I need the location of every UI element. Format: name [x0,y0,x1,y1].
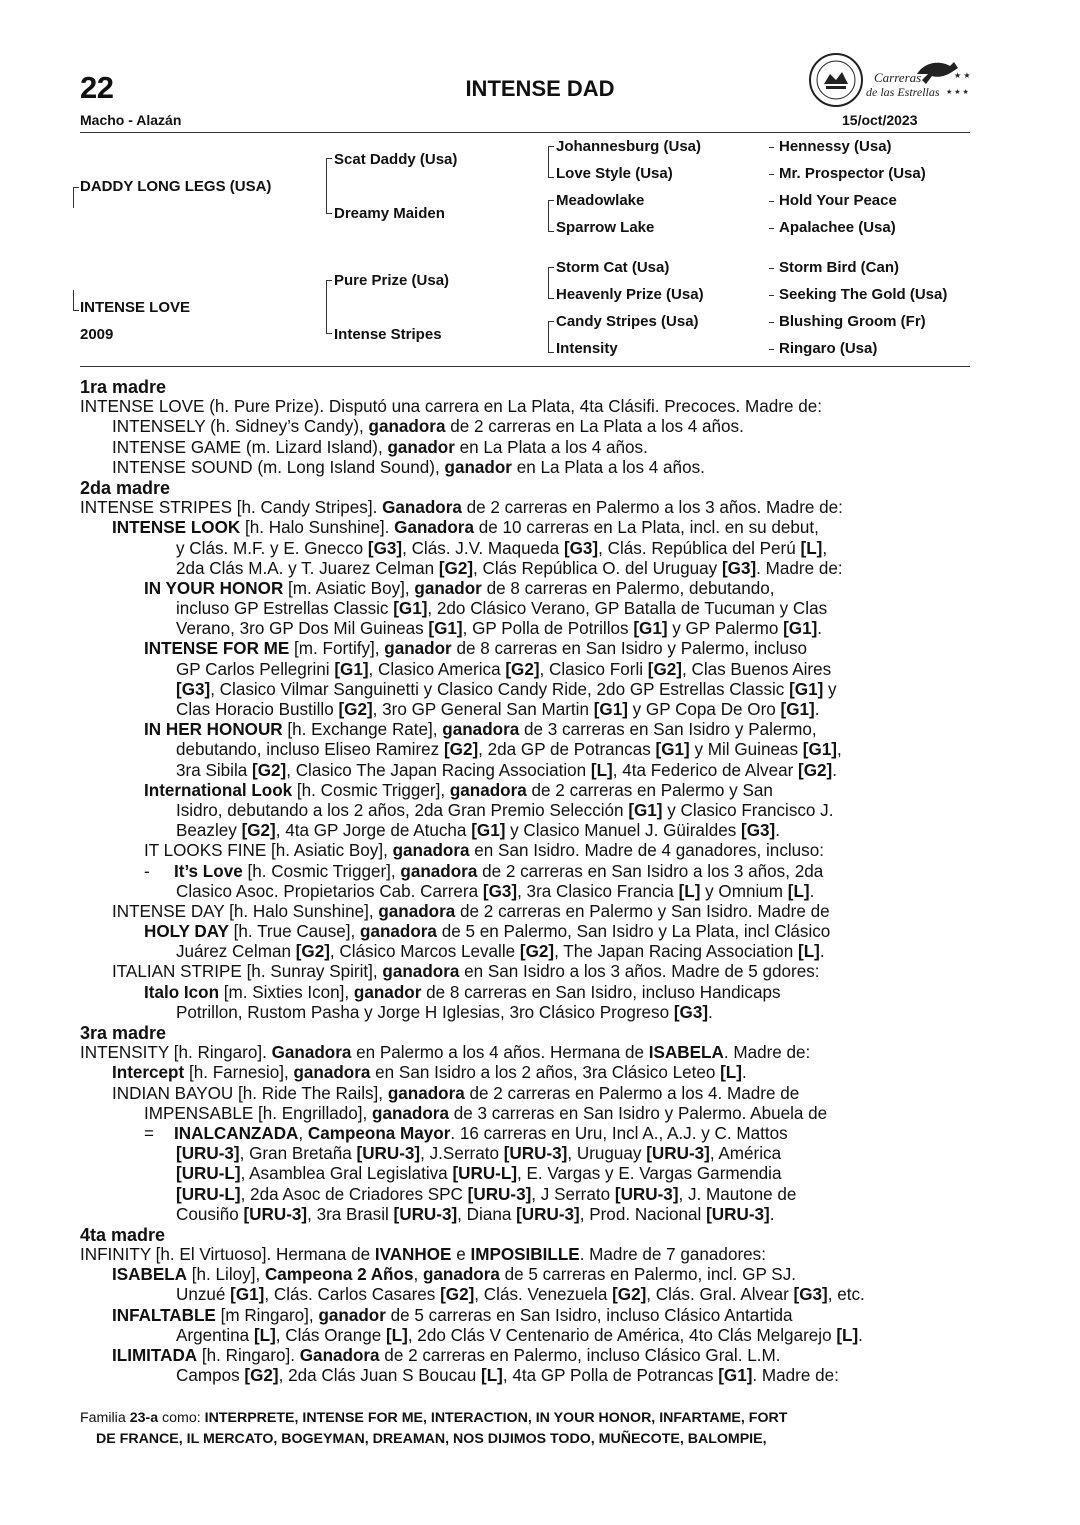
sale-date: 15/oct/2023 [842,112,918,128]
emphasis: [G2] [244,1366,279,1386]
emphasis: International Look [144,780,293,800]
record-line: Potrillon, Rustom Pasha y Jorge H Iglesias, 3ro Clásico Progreso [G3]. [176,1002,713,1022]
emphasis: ganadora [392,841,470,861]
record-line: INTENSE GAME (m. Lizard Island), ganador en La Plata a los 4 años. [112,437,648,457]
emphasis: [G3] [176,679,211,699]
emphasis: ganadora [387,1083,465,1103]
emphasis: [URU-3] [646,1144,710,1164]
emphasis: [G2] [443,740,479,760]
emphasis: [G1] [428,619,463,639]
ped-g4-3: Hold Your Peace [779,192,897,209]
emphasis: [URU-3] [706,1204,770,1224]
emphasis: [G2] [612,1285,647,1305]
ped-g4-4: Apalachee (Usa) [779,219,896,236]
record-line: Cousiño [URU-3], 3ra Brasil [URU-3], Diana [URU-3], Prod. Nacional [URU-3]. [176,1204,775,1224]
emphasis: [G2] [798,760,833,780]
dash-g4-1 [769,147,774,148]
emphasis: [URU-3] [503,1144,568,1164]
emphasis: ganadora [293,1063,371,1083]
emphasis: [URU-3] [243,1204,308,1224]
record-line: Argentina [L], Clás Orange [L], 2do Clás V Centenario de América, 4to Clás Melgarejo [L]. [176,1325,863,1345]
dash-g4-7 [769,322,774,323]
emphasis: [URU-3] [467,1184,532,1204]
emphasis: [G2] [505,659,540,679]
bracket-g2-4 [326,288,332,334]
dash-g4-6 [769,295,774,296]
header-rule-bottom [80,366,970,367]
emphasis: [G1] [789,679,824,699]
emphasis: [G2] [241,821,276,841]
emphasis: [URU-L] [452,1164,518,1184]
emphasis: [URU-L] [176,1184,241,1204]
record-line: [URU-L], 2da Asoc de Criadores SPC [URU-3], J Serrato [URU-3], J. Mautone de [176,1184,797,1204]
emphasis: [URU-3] [516,1204,580,1224]
record-line: Campos [G2], 2da Clás Juan S Boucau [L], 4ta GP Polla de Potrancas [G1]. Madre de: [176,1366,839,1386]
dam: INTENSE LOVE [80,299,191,316]
emphasis: HOLY DAY [144,922,229,942]
emphasis: [URU-3] [393,1204,458,1224]
emphasis: ganador [384,639,452,659]
emphasis: [URU-3] [356,1144,421,1164]
bracket-dam [73,290,79,311]
emphasis: [G2] [440,1285,475,1305]
record-line: Unzué [G1], Clás. Carlos Casares [G2], Clás. Venezuela [G2], Clás. Gral. Alvear [G3], etc. [176,1285,865,1305]
record-line: [URU-3], Gran Bretaña [URU-3], J.Serrato [URU-3], Uruguay [URU-3], América [176,1144,782,1164]
record-line: Isidro, debutando a los 2 años, 2da Gran Premio Selección [G1] y Clasico Francisco J. [176,800,834,820]
dash-g4-4 [769,228,774,229]
emphasis: [G2] [338,700,373,719]
ped-g3-2: Love Style (Usa) [556,165,673,182]
record-line: IN HER HONOUR [h. Exchange Rate], ganadora de 3 carreras en San Isidro y Palermo, [144,720,817,740]
ped-g2-2: Dreamy Maiden [334,205,445,222]
bracket-g3-6 [548,281,554,299]
emphasis: ganadora [368,417,446,437]
dam-year: 2009 [80,326,114,343]
header-rule-top [80,132,970,133]
emphasis: Intercept [112,1063,185,1083]
record-line: IMPENSABLE [h. Engrillado], ganadora de 3 carreras en San Isidro y Palermo. Abuela de [144,1103,828,1123]
ped-g3-8: Intensity [556,340,618,357]
emphasis: ganador [414,578,482,598]
ped-g4-5: Storm Bird (Can) [779,259,899,276]
record-line: Verano, 3ro GP Dos Mil Guineas [G1], GP Polla de Potrillos [G1] y GP Palermo [G1]. [176,619,823,639]
record-line: incluso GP Estrellas Classic [G1], 2do Clásico Verano, GP Batalla de Tucuman y Clas [176,599,828,619]
emphasis: INFALTABLE [112,1305,216,1325]
record-line: ISABELA [h. Liloy], Campeona 2 Años, ganadora de 5 carreras en Palermo, incl. GP SJ. [112,1265,797,1285]
emphasis: [G1] [655,740,690,760]
emphasis: ganadora [360,922,437,942]
emphasis: ganadora [400,861,478,881]
record-line: HOLY DAY [h. True Cause], ganadora de 5 en Palermo, San Isidro y La Plata, incl Clásico [144,922,831,942]
sire: DADDY LONG LEGS (USA) [80,178,272,195]
emphasis: Ganadora [382,498,462,518]
emphasis: [L] [798,942,820,962]
emphasis: [URU-3] [614,1184,679,1204]
record-line: Italo Icon [m. Sixties Icon], ganador de 8 carreras en San Isidro, incluso Handicaps [144,982,781,1002]
emphasis: INTENSE FOR ME [144,639,290,659]
emphasis: [G3] [673,1002,709,1022]
emphasis: ILIMITADA [112,1346,198,1365]
emphasis: Campeona 2 Años [264,1265,414,1285]
bracket-g3-8 [548,335,554,353]
record-line: ILIMITADA [h. Ringaro]. Ganadora de 2 carreras en Palermo, incluso Clásico Gral. L.M. [112,1346,781,1365]
record-line: INTENSE SOUND (m. Long Island Sound), ganador en La Plata a los 4 años. [112,457,705,477]
emphasis: [G3] [741,821,776,841]
ped-g4-8: Ringaro (Usa) [779,340,878,357]
emphasis: It’s Love [174,861,243,881]
bracket-g3-4 [548,214,554,232]
record-line: y Clás. M.F. y E. Gnecco [G3], Clás. J.V. Maqueda [G3], Clás. República del Perú [L], [176,538,828,558]
emphasis: INTENSE LOOK [112,518,241,538]
emphasis: [L] [787,881,810,901]
bracket-g2-2 [326,168,332,214]
line-marker: - [144,861,150,881]
emphasis: [G1] [633,619,668,639]
emphasis: ganador [387,437,455,457]
dash-g4-5 [769,268,774,269]
emphasis: [G1] [230,1285,265,1305]
record-line: INTENSE LOOK [h. Halo Sunshine]. Ganadora de 10 carreras en La Plata, incl. en su debut, [112,518,819,538]
ped-g4-7: Blushing Groom (Fr) [779,313,926,330]
emphasis: [G2] [647,659,682,679]
record-line: 2da Clás M.A. y T. Juarez Celman [G2], Clás República O. del Uruguay [G3]. Madre de: [176,558,843,578]
emphasis: ganador [318,1305,386,1325]
record-line: IN YOUR HONOR [m. Asiatic Boy], ganador de 8 carreras en Palermo, debutando, [144,578,775,598]
record-line: = INALCANZADA, Campeona Mayor. 16 carreras en Uru, Incl A., A.J. y C. Mattos [144,1123,788,1143]
ped-g4-1: Hennessy (Usa) [779,138,892,155]
section-heading: 3ra madre [80,1023,167,1043]
line-marker: = [144,1123,154,1143]
record-line: Beazley [G2], 4ta GP Jorge de Atucha [G1] y Clasico Manuel J. Güiraldes [G3]. [176,821,780,841]
bracket-sire [73,187,79,208]
emphasis: [G1] [593,700,628,719]
record-line: International Look [h. Cosmic Trigger], ganadora de 2 carreras en Palermo y San [144,780,773,800]
emphasis: Ganadora [394,518,474,538]
record-line: - It’s Love [h. Cosmic Trigger], ganadora de 2 carreras en San Isidro a los 3 años, 2da [144,861,824,881]
carreras-estrellas-logo [862,54,972,104]
emphasis: IMPOSIBILLE [470,1245,580,1265]
emphasis: [L] [800,538,823,558]
record-line: INFINITY [h. El Virtuoso]. Hermana de IVANHOE e IMPOSIBILLE. Madre de 7 ganadores: [80,1245,766,1265]
emphasis: [URU-L] [176,1164,241,1184]
emphasis: ganadora [378,901,456,921]
ped-g4-6: Seeking The Gold (Usa) [779,286,948,303]
emphasis: ISABELA [112,1265,188,1285]
ped-g3-3: Meadowlake [556,192,645,209]
svg-text:Carreras: Carreras [874,70,922,85]
emphasis: [L] [720,1063,742,1083]
svg-text:de las Estrellas: de las Estrellas [866,85,940,99]
record-line: ITALIAN STRIPE [h. Sunray Spirit], ganadora en San Isidro a los 3 años. Madre de 5 gdores: [112,962,820,982]
emphasis: ISABELA [648,1043,724,1063]
emphasis: Ganadora [299,1346,380,1365]
emphasis: [G3] [367,538,403,558]
emphasis: [G2] [295,942,330,962]
emphasis: [G2] [252,760,287,780]
record-line: INTENSITY [h. Ringaro]. Ganadora en Palermo a los 4 años. Hermana de ISABELA. Madre de: [80,1043,811,1063]
section-heading: 1ra madre [80,377,167,397]
section-heading: 2da madre [80,477,171,498]
record-line: debutando, incluso Eliseo Ramirez [G2], 2da GP de Potrancas [G1] y Mil Guineas [G1], [176,740,842,760]
record-line: INDIAN BAYOU [h. Ride The Rails], ganadora de 2 carreras en Palermo a los 4. Madre de [112,1083,800,1103]
emphasis: [G3] [482,881,518,901]
ped-g3-7: Candy Stripes (Usa) [556,313,699,330]
record-line: INTENSE LOVE (h. Pure Prize). Disputó una carrera en La Plata, 4ta Clásifi. Precoces. Madre de: [80,397,823,417]
emphasis: Italo Icon [144,982,220,1002]
family-line-1: INTERPRETE, INTENSE FOR ME, INTERACTION, IN YOUR HONOR, INFARTAME, FORT [204,1410,788,1426]
bracket-g3-2 [548,160,554,178]
ped-g2-4: Intense Stripes [334,326,442,343]
emphasis: ganadora [372,1103,449,1123]
record-line: Clasico Asoc. Propietarios Cab. Carrera [G3], 3ra Clasico Francia [L] y Omnium [L]. [176,881,815,901]
ped-g3-4: Sparrow Lake [556,219,655,236]
family-number: 23-a [129,1410,159,1426]
dash-g4-3 [769,201,774,202]
family-footer [80,1408,980,1450]
emphasis: [L] [678,881,701,901]
record-line: INTENSE STRIPES [h. Candy Stripes]. Ganadora de 2 carreras en Palermo a los 3 años. Madre de: [80,498,843,518]
emphasis: [L] [481,1366,503,1386]
lot-number: 22 [80,70,114,105]
emphasis: Campeona Mayor [307,1123,451,1143]
breeders-cup-seal [808,52,864,108]
emphasis: [L] [253,1325,276,1345]
emphasis: [G3] [563,538,599,558]
ped-g3-6: Heavenly Prize (Usa) [556,286,704,303]
emphasis: [G1] [783,619,818,639]
family-lead: Familia [80,1410,126,1426]
emphasis: [L] [836,1325,859,1345]
emphasis: ganadora [442,720,520,740]
record-line: INTENSELY (h. Sidney’s Candy), ganadora de 2 carreras en La Plata a los 4 años. [112,417,744,437]
record-line: 3ra Sibila [G2], Clasico The Japan Racing Association [L], 4ta Federico de Alvear [G2]. [176,760,837,780]
emphasis: ganadora [449,780,527,800]
emphasis: [G1] [718,1366,753,1386]
emphasis: INALCANZADA [174,1123,299,1143]
emphasis: IVANHOE [374,1245,452,1265]
emphasis: [L] [590,760,613,780]
family-como: como: [162,1410,201,1426]
svg-text:★ ★: ★ ★ [954,71,971,80]
emphasis: [G1] [393,599,428,619]
emphasis: ganadora [422,1265,500,1285]
ped-g3-5: Storm Cat (Usa) [556,259,670,276]
emphasis: ganadora [382,962,460,982]
record-line: INTENSE DAY [h. Halo Sunshine], ganadora de 2 carreras en Palermo y San Isidro. Madre de [112,901,830,921]
record-line: IT LOOKS FINE [h. Asiatic Boy], ganadora en San Isidro. Madre de 4 ganadores, incluso: [144,841,824,861]
emphasis: [G1] [802,740,837,760]
emphasis: ganador [353,982,422,1002]
ped-g4-2: Mr. Prospector (Usa) [779,165,926,182]
emphasis: [G1] [471,821,506,841]
svg-text:★ ★ ★: ★ ★ ★ [946,89,969,96]
emphasis: IN HER HONOUR [144,720,283,740]
emphasis: ganador [444,457,512,477]
produce-record [80,377,970,1386]
record-line: GP Carlos Pellegrini [G1], Clasico America [G2], Clasico Forli [G2], Clas Buenos Aires [176,659,832,679]
ped-g2-3: Pure Prize (Usa) [334,272,450,289]
section-heading: 4ta madre [80,1224,166,1245]
record-line: Juárez Celman [G2], Clásico Marcos Levalle [G2], The Japan Racing Association [L]. [176,942,825,962]
ped-g2-1: Scat Daddy (Usa) [334,151,458,168]
emphasis: [G1] [780,700,815,719]
emphasis: [G2] [519,942,555,962]
record-line: [G3], Clasico Vilmar Sanguinetti y Clasico Candy Ride, 2do GP Estrellas Classic [G1] y [176,679,837,699]
record-line: INFALTABLE [m Ringaro], ganador de 5 carreras en San Isidro, incluso Clásico Antartida [112,1305,793,1325]
record-line: Clas Horacio Bustillo [G2], 3ro GP General San Martin [G1] y GP Copa De Oro [G1]. [176,700,820,719]
record-line: INTENSE FOR ME [m. Fortify], ganador de 8 carreras en San Isidro y Palermo, incluso [144,639,808,659]
emphasis: [G1] [628,800,663,820]
horse-name: INTENSE DAD [465,76,615,101]
emphasis: [G3] [721,558,757,578]
dash-g4-2 [769,174,774,175]
emphasis: Ganadora [271,1043,352,1063]
emphasis: [G1] [334,659,369,679]
ped-g3-1: Johannesburg (Usa) [556,138,702,155]
dash-g4-8 [769,349,774,350]
sex-color: Macho - Alazán [80,112,182,128]
emphasis: [G3] [793,1285,828,1305]
emphasis: [L] [385,1325,408,1345]
family-line-2: DE FRANCE, IL MERCATO, BOGEYMAN, DREAMAN, NOS DIJIMOS TODO, MUÑECOTE, BALOMPIE, [96,1431,767,1447]
emphasis: IN YOUR HONOR [144,578,284,598]
record-line: [URU-L], Asamblea Gral Legislativa [URU-L], E. Vargas y E. Vargas Garmendia [176,1164,782,1184]
emphasis: [G2] [438,558,474,578]
emphasis: [URU-3] [176,1144,240,1164]
record-line: Intercept [h. Farnesio], ganadora en San Isidro a los 2 años, 3ra Clásico Leteo [L]. [112,1063,747,1083]
